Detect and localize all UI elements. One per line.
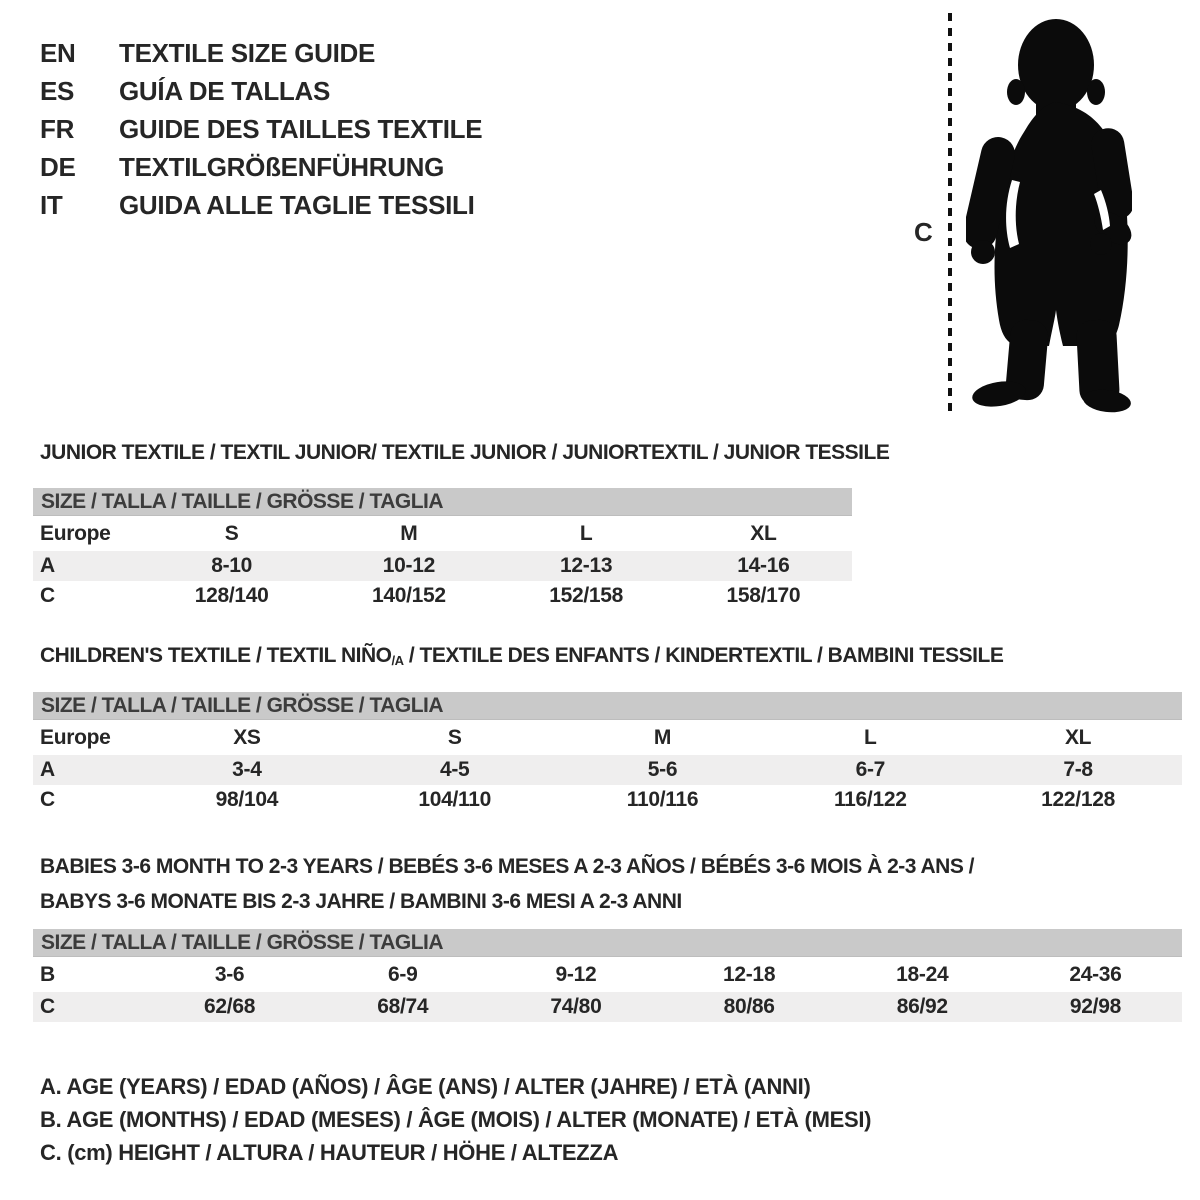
- language-row-fr: [40, 110, 482, 148]
- size-value-cell: 140/152: [371, 584, 446, 607]
- language-row-it: [40, 186, 482, 224]
- size-value-cell: 18-24: [896, 962, 949, 986]
- size-value-cell: 8-10: [211, 554, 253, 577]
- dashed-height-line-icon: [948, 13, 952, 416]
- size-value-cell: 9-12: [555, 962, 597, 986]
- size-value-cell: 86/92: [896, 995, 948, 1018]
- size-value-cell: S: [447, 725, 462, 749]
- size-value-cell: 122/128: [1041, 788, 1115, 811]
- heading-text: / TEXTILE DES ENFANTS / KINDERTEXTIL / BAMBINI TESSILE: [403, 644, 1004, 667]
- size-value-cell: 158/170: [726, 584, 801, 607]
- legend-line-b: B. AGE (MONTHS) / EDAD (MESES) / ÂGE (MOIS) / ALTER (MONATE) / ETÀ (MESI): [40, 1107, 872, 1132]
- toddler-silhouette-icon: [966, 18, 1132, 416]
- section-heading-babies: [40, 849, 974, 919]
- table-row-height-cm: [33, 992, 1182, 1022]
- size-value-cell: 80/86: [723, 995, 775, 1018]
- size-value-cell: XS: [233, 725, 261, 749]
- size-value-cell: 6-9: [388, 962, 418, 986]
- language-label: GUIDA ALLE TAGLIE TESSILI: [119, 189, 475, 220]
- size-value-cell: 110/116: [626, 788, 699, 811]
- size-value-cell: S: [224, 521, 239, 545]
- table-row-europe: [33, 720, 1182, 755]
- section-heading-junior: JUNIOR TEXTILE / TEXTIL JUNIOR/ TEXTILE JUNIOR / JUNIORTEXTIL / JUNIOR TESSILE: [40, 441, 890, 464]
- junior-size-table: [33, 488, 852, 611]
- row-label: A: [40, 554, 55, 577]
- size-value-cell: M: [400, 521, 418, 545]
- size-value-cell: M: [653, 725, 672, 749]
- language-label: GUÍA DE TALLAS: [119, 75, 331, 106]
- size-value-cell: 10-12: [382, 554, 435, 577]
- size-value-cell: 6-7: [855, 758, 886, 781]
- table-row-age-years: [33, 755, 1182, 785]
- section-heading-children: [40, 644, 1003, 668]
- language-code: FR: [40, 113, 75, 144]
- size-value-cell: 98/104: [215, 788, 279, 811]
- size-value-cell: 7-8: [1063, 758, 1093, 781]
- language-label: GUIDE DES TAILLES TEXTILE: [119, 113, 483, 144]
- row-label: C: [40, 788, 55, 811]
- size-value-cell: 128/140: [194, 584, 269, 607]
- size-value-cell: 104/110: [418, 788, 492, 811]
- table-row-europe: [33, 516, 852, 551]
- table-row-height-cm: [33, 581, 852, 611]
- table-row-age-years: [33, 551, 852, 581]
- language-row-es: [40, 72, 482, 110]
- size-header-bar: SIZE / TALLA / TAILLE / GRÖSSE / TAGLIA: [33, 692, 1182, 720]
- language-code: EN: [40, 37, 76, 68]
- row-label: Europe: [40, 521, 111, 545]
- size-value-cell: 74/80: [550, 995, 602, 1018]
- heading-subscript: /A: [391, 652, 404, 668]
- size-value-cell: 152/158: [549, 584, 624, 607]
- heading-text: CHILDREN'S TEXTILE / TEXTIL NIÑO: [40, 644, 392, 667]
- size-header-bar: SIZE / TALLA / TAILLE / GRÖSSE / TAGLIA: [33, 929, 1182, 957]
- language-code: ES: [40, 75, 75, 106]
- size-value-cell: XL: [750, 521, 777, 545]
- table-row-age-months: [33, 957, 1182, 992]
- legend-line-c: C. (cm) HEIGHT / ALTURA / HAUTEUR / HÖHE / ALTEZZA: [40, 1140, 619, 1165]
- size-value-cell: 92/98: [1069, 995, 1121, 1018]
- size-value-cell: 4-5: [439, 758, 470, 781]
- row-label: B: [40, 962, 55, 986]
- language-list: [40, 34, 482, 224]
- language-label: TEXTILE SIZE GUIDE: [119, 37, 376, 68]
- size-value-cell: 116/122: [833, 788, 907, 811]
- heading-line-2: BABYS 3-6 MONATE BIS 2-3 JAHRE / BAMBINI 3-6 MESI A 2-3 ANNI: [40, 890, 682, 913]
- size-value-cell: L: [864, 725, 877, 749]
- size-value-cell: L: [579, 521, 593, 545]
- size-value-cell: XL: [1064, 725, 1092, 749]
- row-label: C: [40, 584, 55, 607]
- heading-line-1: BABIES 3-6 MONTH TO 2-3 YEARS / BEBÉS 3-6 MESES A 2-3 AÑOS / BÉBÉS 3-6 MOIS À 2-3 ANS /: [40, 855, 975, 878]
- table-row-height-cm: [33, 785, 1182, 815]
- language-row-de: [40, 148, 482, 186]
- size-value-cell: 24-36: [1069, 962, 1122, 986]
- language-label: TEXTILGRÖßENFÜHRUNG: [119, 151, 445, 182]
- legend-line-a: A. AGE (YEARS) / EDAD (AÑOS) / ÂGE (ANS) / ALTER (JAHRE) / ETÀ (ANNI): [40, 1074, 811, 1099]
- measurement-legend: [40, 1070, 871, 1169]
- size-value-cell: 62/68: [204, 995, 256, 1018]
- children-size-table: [33, 692, 1182, 815]
- size-header-bar: SIZE / TALLA / TAILLE / GRÖSSE / TAGLIA: [33, 488, 852, 516]
- row-label: A: [40, 758, 55, 781]
- height-measure-label: C: [914, 217, 933, 247]
- row-label: Europe: [40, 725, 111, 749]
- size-value-cell: 5-6: [647, 758, 678, 781]
- size-value-cell: 68/74: [377, 995, 429, 1018]
- size-value-cell: 14-16: [737, 554, 790, 577]
- language-row-en: [40, 34, 482, 72]
- language-code: IT: [40, 189, 63, 220]
- size-value-cell: 3-4: [232, 758, 262, 781]
- size-value-cell: 12-18: [722, 962, 776, 986]
- size-value-cell: 3-6: [214, 962, 245, 986]
- babies-size-table: [33, 929, 1182, 1022]
- size-value-cell: 12-13: [560, 554, 613, 577]
- row-label: C: [40, 995, 55, 1018]
- language-code: DE: [40, 151, 76, 182]
